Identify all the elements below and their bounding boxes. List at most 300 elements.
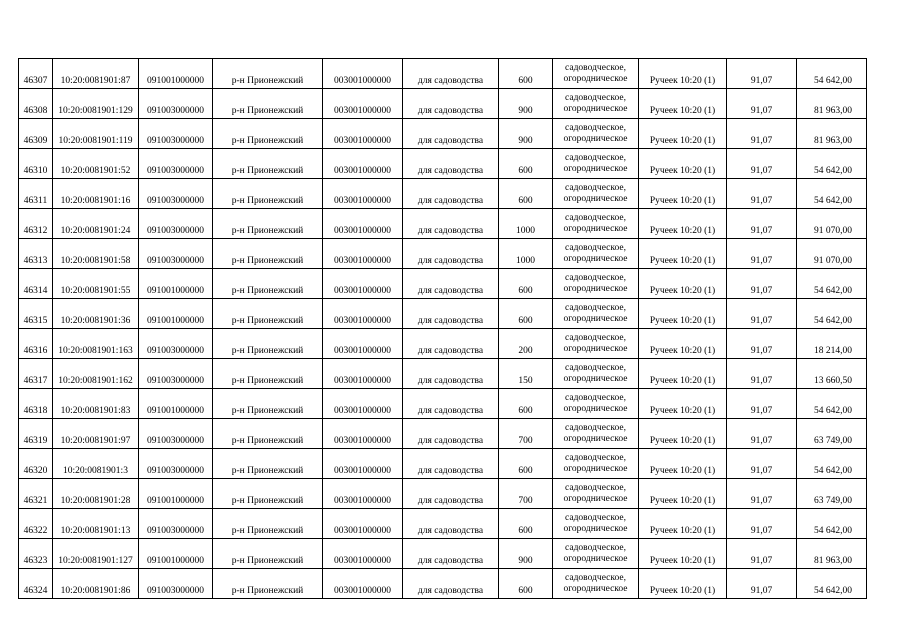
table-row bbox=[19, 299, 867, 329]
code2-cell bbox=[323, 149, 403, 179]
category-cell bbox=[553, 569, 639, 599]
category-line: огородническое bbox=[563, 344, 628, 354]
area-text: 600 bbox=[518, 196, 533, 206]
zone-cell bbox=[639, 509, 727, 539]
area-text: 600 bbox=[518, 286, 533, 296]
row-id-text: 46310 bbox=[23, 166, 48, 176]
cadastral-number-text: 10:20:0081901:87 bbox=[60, 76, 131, 86]
district-text: р-н Прионежский bbox=[231, 346, 304, 356]
zone-cell bbox=[639, 569, 727, 599]
purpose-cell bbox=[403, 539, 499, 569]
area-text: 1000 bbox=[516, 256, 535, 266]
row-id-text: 46313 bbox=[23, 256, 48, 266]
purpose-cell bbox=[403, 509, 499, 539]
area-cell bbox=[499, 359, 553, 389]
code-cell bbox=[139, 299, 213, 329]
rate-cell bbox=[727, 299, 797, 329]
district-cell bbox=[213, 239, 323, 269]
zone-cell bbox=[639, 119, 727, 149]
district-cell bbox=[213, 59, 323, 89]
code2-cell bbox=[323, 419, 403, 449]
code-cell bbox=[139, 209, 213, 239]
cadastral-number-text: 10:20:0081901:55 bbox=[60, 286, 131, 296]
code2-cell bbox=[323, 359, 403, 389]
value-text: 13 660,50 bbox=[814, 376, 852, 386]
category-cell bbox=[553, 329, 639, 359]
code2-text: 003001000000 bbox=[334, 466, 391, 476]
category-line: огородническое bbox=[563, 194, 628, 204]
row-id-text: 46309 bbox=[23, 136, 48, 146]
cadastral-number-cell bbox=[53, 239, 139, 269]
code2-text: 003001000000 bbox=[334, 136, 391, 146]
zone-text: Ручеек 10:20 (1) bbox=[649, 256, 716, 266]
category-cell bbox=[553, 179, 639, 209]
rate-cell bbox=[727, 149, 797, 179]
purpose-text: для садоводства bbox=[417, 286, 484, 296]
cadastral-number-text: 10:20:0081901:162 bbox=[58, 376, 133, 386]
area-text: 600 bbox=[518, 466, 533, 476]
purpose-text: для садоводства bbox=[417, 466, 484, 476]
code2-text: 003001000000 bbox=[334, 196, 391, 206]
code-cell bbox=[139, 239, 213, 269]
row-id-text: 46316 bbox=[23, 346, 48, 356]
zone-cell bbox=[639, 389, 727, 419]
code-cell bbox=[139, 89, 213, 119]
code-cell bbox=[139, 329, 213, 359]
area-cell bbox=[499, 239, 553, 269]
code-text: 091003000000 bbox=[147, 196, 204, 206]
zone-cell bbox=[639, 419, 727, 449]
purpose-text: для садоводства bbox=[417, 406, 484, 416]
category-line: огородническое bbox=[563, 254, 628, 264]
value-cell bbox=[797, 269, 867, 299]
category-line: садоводческое, bbox=[565, 273, 626, 283]
row-id-text: 46315 bbox=[23, 316, 48, 326]
code2-text: 003001000000 bbox=[334, 406, 391, 416]
table-row bbox=[19, 89, 867, 119]
zone-text: Ручеек 10:20 (1) bbox=[649, 376, 716, 386]
district-cell bbox=[213, 299, 323, 329]
district-text: р-н Прионежский bbox=[231, 136, 304, 146]
table-row bbox=[19, 209, 867, 239]
code-cell bbox=[139, 479, 213, 509]
value-cell bbox=[797, 299, 867, 329]
code-text: 091003000000 bbox=[147, 256, 204, 266]
purpose-cell bbox=[403, 59, 499, 89]
purpose-text: для садоводства bbox=[417, 76, 484, 86]
area-cell bbox=[499, 479, 553, 509]
row-id-cell bbox=[19, 269, 53, 299]
cadastral-value-table bbox=[18, 58, 867, 599]
row-id-cell bbox=[19, 209, 53, 239]
district-text: р-н Прионежский bbox=[231, 196, 304, 206]
category-line: огородническое bbox=[563, 494, 628, 504]
zone-text: Ручеек 10:20 (1) bbox=[649, 556, 716, 566]
row-id-cell bbox=[19, 89, 53, 119]
rate-text: 91,07 bbox=[750, 526, 773, 536]
rate-cell bbox=[727, 59, 797, 89]
district-cell bbox=[213, 539, 323, 569]
value-cell bbox=[797, 389, 867, 419]
category-cell bbox=[553, 59, 639, 89]
purpose-text: для садоводства bbox=[417, 346, 484, 356]
row-id-text: 46308 bbox=[23, 106, 48, 116]
code-text: 091003000000 bbox=[147, 346, 204, 356]
zone-text: Ручеек 10:20 (1) bbox=[649, 286, 716, 296]
table-row bbox=[19, 239, 867, 269]
rate-cell bbox=[727, 179, 797, 209]
cadastral-number-cell bbox=[53, 149, 139, 179]
row-id-cell bbox=[19, 179, 53, 209]
category-cell bbox=[553, 209, 639, 239]
value-text: 54 642,00 bbox=[814, 526, 852, 536]
code-text: 091001000000 bbox=[147, 496, 204, 506]
category-line: садоводческое, bbox=[565, 483, 626, 493]
value-cell bbox=[797, 359, 867, 389]
cadastral-number-cell bbox=[53, 89, 139, 119]
row-id-text: 46323 bbox=[23, 556, 48, 566]
category-line: садоводческое, bbox=[565, 243, 626, 253]
cadastral-number-cell bbox=[53, 569, 139, 599]
rate-text: 91,07 bbox=[750, 256, 773, 266]
area-text: 600 bbox=[518, 76, 533, 86]
code-cell bbox=[139, 389, 213, 419]
category-line: огородническое bbox=[563, 434, 628, 444]
row-id-text: 46312 bbox=[23, 226, 48, 236]
category-line: огородническое bbox=[563, 584, 628, 594]
table-row bbox=[19, 119, 867, 149]
cadastral-number-text: 10:20:0081901:52 bbox=[60, 166, 131, 176]
value-cell bbox=[797, 59, 867, 89]
rate-cell bbox=[727, 569, 797, 599]
value-cell bbox=[797, 179, 867, 209]
category-line: садоводческое, bbox=[565, 183, 626, 193]
value-text: 54 642,00 bbox=[814, 76, 852, 86]
row-id-text: 46318 bbox=[23, 406, 48, 416]
row-id-cell bbox=[19, 239, 53, 269]
table-row bbox=[19, 149, 867, 179]
code-text: 091003000000 bbox=[147, 136, 204, 146]
purpose-text: для садоводства bbox=[417, 436, 484, 446]
area-cell bbox=[499, 539, 553, 569]
cadastral-number-text: 10:20:0081901:97 bbox=[60, 436, 131, 446]
area-text: 700 bbox=[518, 436, 533, 446]
table-row bbox=[19, 569, 867, 599]
district-cell bbox=[213, 419, 323, 449]
rate-text: 91,07 bbox=[750, 466, 773, 476]
code2-text: 003001000000 bbox=[334, 106, 391, 116]
table-row bbox=[19, 269, 867, 299]
table-body bbox=[19, 59, 867, 599]
category-cell bbox=[553, 299, 639, 329]
value-text: 54 642,00 bbox=[814, 196, 852, 206]
district-text: р-н Прионежский bbox=[231, 106, 304, 116]
row-id-cell bbox=[19, 59, 53, 89]
area-cell bbox=[499, 569, 553, 599]
rate-cell bbox=[727, 479, 797, 509]
value-text: 54 642,00 bbox=[814, 286, 852, 296]
rate-text: 91,07 bbox=[750, 106, 773, 116]
rate-cell bbox=[727, 329, 797, 359]
purpose-cell bbox=[403, 329, 499, 359]
cadastral-number-cell bbox=[53, 329, 139, 359]
area-text: 600 bbox=[518, 316, 533, 326]
code2-cell bbox=[323, 509, 403, 539]
value-text: 81 963,00 bbox=[814, 556, 852, 566]
category-line: садоводческое, bbox=[565, 63, 626, 73]
district-cell bbox=[213, 269, 323, 299]
purpose-text: для садоводства bbox=[417, 166, 484, 176]
value-text: 81 963,00 bbox=[814, 136, 852, 146]
code2-cell bbox=[323, 179, 403, 209]
rate-cell bbox=[727, 209, 797, 239]
rate-cell bbox=[727, 89, 797, 119]
code-cell bbox=[139, 119, 213, 149]
rate-text: 91,07 bbox=[750, 376, 773, 386]
value-text: 63 749,00 bbox=[814, 496, 852, 506]
rate-text: 91,07 bbox=[750, 196, 773, 206]
code2-text: 003001000000 bbox=[334, 166, 391, 176]
category-line: садоводческое, bbox=[565, 573, 626, 583]
code2-text: 003001000000 bbox=[334, 496, 391, 506]
purpose-cell bbox=[403, 479, 499, 509]
category-cell bbox=[553, 509, 639, 539]
category-line: огородническое bbox=[563, 104, 628, 114]
rate-cell bbox=[727, 119, 797, 149]
value-text: 54 642,00 bbox=[814, 406, 852, 416]
category-line: садоводческое, bbox=[565, 213, 626, 223]
area-text: 600 bbox=[518, 166, 533, 176]
zone-text: Ручеек 10:20 (1) bbox=[649, 466, 716, 476]
rate-text: 91,07 bbox=[750, 586, 773, 596]
cadastral-number-cell bbox=[53, 209, 139, 239]
value-cell bbox=[797, 239, 867, 269]
cadastral-number-text: 10:20:0081901:127 bbox=[58, 556, 133, 566]
rate-cell bbox=[727, 449, 797, 479]
cadastral-number-cell bbox=[53, 509, 139, 539]
purpose-cell bbox=[403, 89, 499, 119]
rate-text: 91,07 bbox=[750, 436, 773, 446]
area-cell bbox=[499, 419, 553, 449]
category-cell bbox=[553, 479, 639, 509]
rate-cell bbox=[727, 269, 797, 299]
area-cell bbox=[499, 179, 553, 209]
cadastral-number-cell bbox=[53, 389, 139, 419]
purpose-cell bbox=[403, 179, 499, 209]
category-line: садоводческое, bbox=[565, 543, 626, 553]
code2-text: 003001000000 bbox=[334, 586, 391, 596]
code2-cell bbox=[323, 569, 403, 599]
table-row bbox=[19, 59, 867, 89]
value-text: 63 749,00 bbox=[814, 436, 852, 446]
district-cell bbox=[213, 149, 323, 179]
code2-cell bbox=[323, 539, 403, 569]
category-cell bbox=[553, 419, 639, 449]
district-text: р-н Прионежский bbox=[231, 166, 304, 176]
district-text: р-н Прионежский bbox=[231, 256, 304, 266]
zone-text: Ручеек 10:20 (1) bbox=[649, 106, 716, 116]
zone-cell bbox=[639, 149, 727, 179]
row-id-cell bbox=[19, 329, 53, 359]
purpose-cell bbox=[403, 269, 499, 299]
row-id-cell bbox=[19, 359, 53, 389]
row-id-cell bbox=[19, 419, 53, 449]
district-text: р-н Прионежский bbox=[231, 286, 304, 296]
district-text: р-н Прионежский bbox=[231, 496, 304, 506]
category-cell bbox=[553, 149, 639, 179]
row-id-cell bbox=[19, 449, 53, 479]
code-text: 091003000000 bbox=[147, 106, 204, 116]
district-cell bbox=[213, 179, 323, 209]
cadastral-number-text: 10:20:0081901:28 bbox=[60, 496, 131, 506]
rate-text: 91,07 bbox=[750, 136, 773, 146]
value-text: 54 642,00 bbox=[814, 586, 852, 596]
row-id-cell bbox=[19, 479, 53, 509]
zone-cell bbox=[639, 539, 727, 569]
area-text: 1000 bbox=[516, 226, 535, 236]
code-text: 091001000000 bbox=[147, 316, 204, 326]
code2-text: 003001000000 bbox=[334, 556, 391, 566]
category-line: садоводческое, bbox=[565, 333, 626, 343]
code-text: 091003000000 bbox=[147, 166, 204, 176]
area-text: 900 bbox=[518, 106, 533, 116]
code2-text: 003001000000 bbox=[334, 76, 391, 86]
row-id-text: 46321 bbox=[23, 496, 48, 506]
row-id-cell bbox=[19, 539, 53, 569]
zone-cell bbox=[639, 179, 727, 209]
district-text: р-н Прионежский bbox=[231, 76, 304, 86]
row-id-cell bbox=[19, 389, 53, 419]
rate-text: 91,07 bbox=[750, 346, 773, 356]
purpose-text: для садоводства bbox=[417, 226, 484, 236]
table-row bbox=[19, 359, 867, 389]
row-id-text: 46320 bbox=[23, 466, 48, 476]
row-id-text: 46317 bbox=[23, 376, 48, 386]
cadastral-number-text: 10:20:0081901:13 bbox=[60, 526, 131, 536]
code2-cell bbox=[323, 329, 403, 359]
purpose-cell bbox=[403, 119, 499, 149]
purpose-cell bbox=[403, 419, 499, 449]
rate-text: 91,07 bbox=[750, 496, 773, 506]
purpose-cell bbox=[403, 569, 499, 599]
code-text: 091001000000 bbox=[147, 406, 204, 416]
row-id-cell bbox=[19, 149, 53, 179]
area-cell bbox=[499, 299, 553, 329]
code-cell bbox=[139, 359, 213, 389]
code-text: 091003000000 bbox=[147, 226, 204, 236]
code-cell bbox=[139, 149, 213, 179]
value-text: 54 642,00 bbox=[814, 316, 852, 326]
cadastral-number-text: 10:20:0081901:83 bbox=[60, 406, 131, 416]
area-text: 600 bbox=[518, 406, 533, 416]
purpose-text: для садоводства bbox=[417, 586, 484, 596]
category-cell bbox=[553, 269, 639, 299]
rate-text: 91,07 bbox=[750, 286, 773, 296]
value-text: 54 642,00 bbox=[814, 166, 852, 176]
category-line: садоводческое, bbox=[565, 363, 626, 373]
category-line: садоводческое, bbox=[565, 513, 626, 523]
zone-cell bbox=[639, 209, 727, 239]
cadastral-number-text: 10:20:0081901:129 bbox=[58, 106, 133, 116]
purpose-text: для садоводства bbox=[417, 376, 484, 386]
area-text: 150 bbox=[518, 376, 533, 386]
rate-text: 91,07 bbox=[750, 316, 773, 326]
district-cell bbox=[213, 449, 323, 479]
table-row bbox=[19, 329, 867, 359]
area-text: 600 bbox=[518, 586, 533, 596]
code2-text: 003001000000 bbox=[334, 316, 391, 326]
row-id-text: 46307 bbox=[23, 76, 48, 86]
value-cell bbox=[797, 149, 867, 179]
district-text: р-н Прионежский bbox=[231, 556, 304, 566]
purpose-text: для садоводства bbox=[417, 106, 484, 116]
value-cell bbox=[797, 509, 867, 539]
code-text: 091003000000 bbox=[147, 436, 204, 446]
district-cell bbox=[213, 359, 323, 389]
rate-text: 91,07 bbox=[750, 556, 773, 566]
code2-text: 003001000000 bbox=[334, 376, 391, 386]
district-text: р-н Прионежский bbox=[231, 406, 304, 416]
row-id-cell bbox=[19, 569, 53, 599]
code2-text: 003001000000 bbox=[334, 346, 391, 356]
area-text: 900 bbox=[518, 136, 533, 146]
code2-cell bbox=[323, 269, 403, 299]
zone-text: Ручеек 10:20 (1) bbox=[649, 166, 716, 176]
code2-text: 003001000000 bbox=[334, 526, 391, 536]
district-cell bbox=[213, 509, 323, 539]
purpose-text: для садоводства bbox=[417, 526, 484, 536]
district-cell bbox=[213, 89, 323, 119]
value-cell bbox=[797, 209, 867, 239]
category-cell bbox=[553, 239, 639, 269]
category-line: огородническое bbox=[563, 74, 628, 84]
cadastral-number-cell bbox=[53, 419, 139, 449]
zone-text: Ручеек 10:20 (1) bbox=[649, 586, 716, 596]
rate-cell bbox=[727, 539, 797, 569]
table-row bbox=[19, 419, 867, 449]
purpose-text: для садоводства bbox=[417, 256, 484, 266]
category-line: садоводческое, bbox=[565, 153, 626, 163]
code2-cell bbox=[323, 299, 403, 329]
code-text: 091003000000 bbox=[147, 466, 204, 476]
area-cell bbox=[499, 89, 553, 119]
code2-cell bbox=[323, 59, 403, 89]
cadastral-number-cell bbox=[53, 179, 139, 209]
category-cell bbox=[553, 389, 639, 419]
row-id-text: 46319 bbox=[23, 436, 48, 446]
zone-cell bbox=[639, 329, 727, 359]
cadastral-number-text: 10:20:0081901:3 bbox=[63, 466, 128, 476]
district-cell bbox=[213, 389, 323, 419]
code2-cell bbox=[323, 449, 403, 479]
area-text: 600 bbox=[518, 526, 533, 536]
rate-text: 91,07 bbox=[750, 76, 773, 86]
code-cell bbox=[139, 569, 213, 599]
value-cell bbox=[797, 539, 867, 569]
zone-cell bbox=[639, 89, 727, 119]
code2-text: 003001000000 bbox=[334, 436, 391, 446]
district-text: р-н Прионежский bbox=[231, 436, 304, 446]
cadastral-number-text: 10:20:0081901:16 bbox=[60, 196, 131, 206]
district-cell bbox=[213, 479, 323, 509]
cadastral-number-cell bbox=[53, 299, 139, 329]
table-row bbox=[19, 389, 867, 419]
purpose-cell bbox=[403, 449, 499, 479]
code2-cell bbox=[323, 479, 403, 509]
category-line: садоводческое, bbox=[565, 453, 626, 463]
district-cell bbox=[213, 209, 323, 239]
code2-text: 003001000000 bbox=[334, 286, 391, 296]
